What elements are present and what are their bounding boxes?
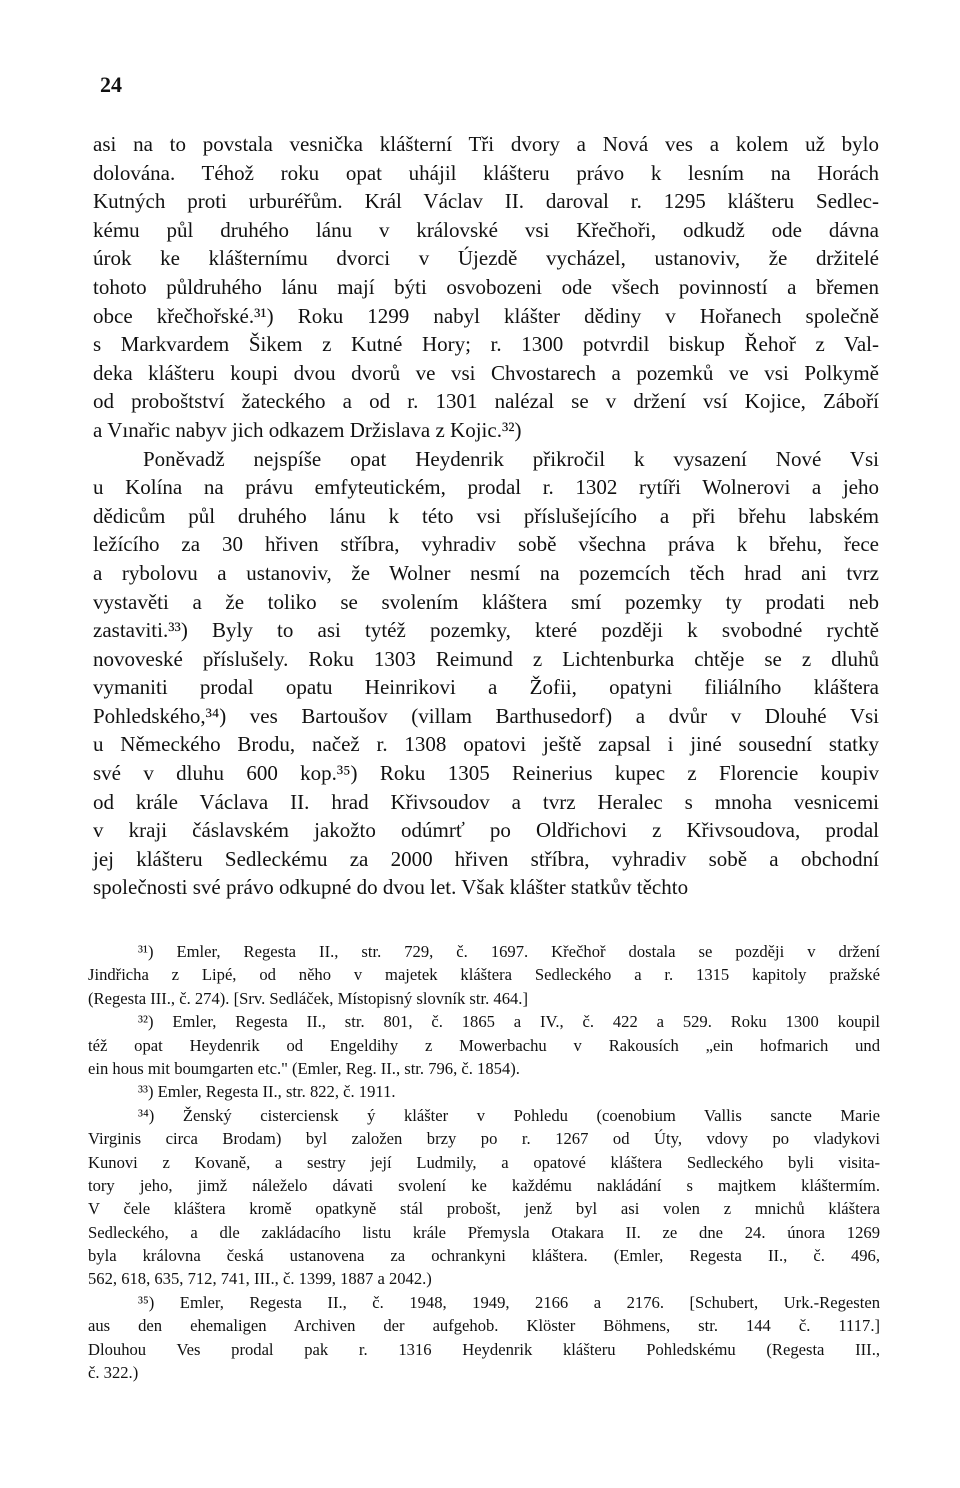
- footnote-line: ³¹) Emler, Regesta II., str. 729, č. 1697. Křečhoř dostala se později v držení: [138, 942, 880, 961]
- body-line: vystavěti a že toliko se svolením kláštera smí pozemky ty prodati neb: [93, 589, 879, 614]
- body-line: u Německého Brodu, načež r. 1308 opatovi ještě zapsal i jiné sousední statky: [93, 732, 879, 757]
- footnote-line: též opat Heydenrik od Engeldihy z Mowerbachu v Rakousích „ein hofmarich und: [88, 1035, 880, 1055]
- body-line: ležícího za 30 hřiven stříbra, vyhradiv sobě všechna práva k břehu, řece: [93, 532, 879, 557]
- body-line: jej klášteru Sedleckému za 2000 hřiven stříbra, vyhradiv sobě a obchodní: [93, 846, 879, 871]
- body-text: [93, 130, 879, 902]
- body-line: u Kolína na právu emfyteutickém, prodal r. 1302 rytíři Wolnerovi a jeho: [93, 475, 879, 500]
- body-line: dědicům půl druhého lánu k této vsi příslušejícího a při břehu labském: [93, 503, 879, 528]
- body-line: deka klášteru koupi dvou dvorů ve vsi Chvostarech a pozemků ve vsi Polkymě: [93, 360, 879, 385]
- body-line: novoveské příslušely. Roku 1303 Reimund z Lichtenburka chtěje se z dluhů: [93, 646, 879, 671]
- page-number: 24: [100, 72, 122, 97]
- body-line: asi na to povstala vesnička klášterní Tři dvory a Nová ves a kolem už bylo: [93, 132, 879, 156]
- footnote-line: Virginis circa Brodam) byl založen brzy po r. 1267 od Úty, vdovy po vladykovi: [88, 1129, 880, 1149]
- footnote-line: tory jeho, jimž náleželo dávati svolení ke každému nakládání s majtkem kláštermím.: [88, 1175, 880, 1195]
- body-line: a Vınařic nabyv jich odkazem Držislava z Kojic.³²): [93, 417, 522, 442]
- body-line: své v dluhu 600 kop.³⁵) Roku 1305 Reinerius kupec z Florencie koupiv: [93, 761, 879, 786]
- footnote-line: ein hous mit boumgarten etc." (Emler, Reg. II., str. 796, č. 1854).: [88, 1058, 520, 1078]
- footnote-line: (Regesta III., č. 274). [Srv. Sedláček, Místopisný slovník str. 464.]: [88, 988, 528, 1008]
- body-line: a rybolovu a ustanoviv, že Wolner nesmí na pozemcích těch hrad ani tvrz: [93, 560, 879, 585]
- footnote-line: ³²) Emler, Regesta II., str. 801, č. 1865 a IV., č. 422 a 529. Roku 1300 koupil: [138, 1012, 880, 1032]
- footnote-line: ³⁴) Ženský cisterciensk ý klášter v Pohledu (coenobium Vallis sancte Marie: [138, 1105, 880, 1125]
- footnote-line: č. 322.): [88, 1363, 139, 1383]
- body-line: s Markvardem Šikem z Kutné Hory; r. 1300 potvrdil biskup Řehoř z Val-: [93, 332, 879, 357]
- body-line: dolována. Téhož roku opat uhájil klášteru právo k lesním na Horách: [93, 160, 879, 185]
- body-line: zastaviti.³³) Byly to asi tytéž pozemky, které později k svobodné rychtě: [93, 618, 879, 643]
- footnote-line: Kunovi z Kovaně, a sestry její Ludmily, a opatové kláštera Sedleckého byli visita-: [88, 1152, 880, 1172]
- footnote-line: ³³) Emler, Regesta II., str. 822, č. 1911.: [138, 1082, 396, 1102]
- body-line: od proboštství žateckého a od r. 1301 nalézal se v držení vsí Kojice, Záboří: [93, 389, 879, 414]
- body-line: společnosti své právo odkupné do dvou let. Však klášter statkův těchto: [93, 875, 689, 900]
- footnote-line: Dlouhou Ves prodal pak r. 1316 Heydenrik klášteru Pohledskému (Regesta III.,: [88, 1339, 880, 1359]
- body-line: kému půl druhého lánu v královské vsi Křečhoři, odkudž ode dávna: [93, 217, 879, 242]
- body-line: v kraji čáslavském jakožto odúmrť po Oldřichovi z Křivsoudova, prodal: [93, 818, 879, 843]
- footnote-line: ³⁵) Emler, Regesta II., č. 1948, 1949, 2166 a 2176. [Schubert, Urk.-Regesten: [138, 1292, 880, 1312]
- footnote-line: V čele kláštera kromě opatkyně stál probošt, jenž byl asi volen z mnichů kláštera: [88, 1199, 880, 1219]
- footnote-line: Jindřicha z Lipé, od něho v majetek kláštera Sedleckého a r. 1315 kapitoly pražské: [88, 965, 880, 985]
- body-line: úrok ke klášternímu dvorci v Újezdě vycházel, ustanoviv, že držitelé: [93, 246, 879, 271]
- body-line: Pohledského,³⁴) ves Bartoušov (villam Barthusedorf) a dvůr v Dlouhé Vsi: [93, 703, 879, 728]
- footnote-line: aus den ehemaligen Archiven der aufgehob. Klöster Böhmens, str. 144 č. 1117.]: [88, 1316, 880, 1336]
- body-line: Poněvadž nejspíše opat Heydenrik přikročil k vysazení Nové Vsi: [143, 446, 879, 471]
- footnotes: [88, 940, 880, 1384]
- body-line: vymaniti prodal opatu Heinrikovi a Žofii, opatyni filiálního kláštera: [93, 675, 879, 700]
- footnote-line: 562, 618, 635, 712, 741, III., č. 1399, 1887 a 2042.): [88, 1269, 432, 1289]
- body-line: od krále Václava II. hrad Křivsoudov a tvrz Heralec s mnoha vesnicemi: [93, 789, 879, 814]
- footnote-line: byla královna česká ustanovena za ochrankyni kláštera. (Emler, Regesta II., č. 496,: [88, 1246, 880, 1266]
- body-line: tohoto půldruhého lánu mají býti osvobozeni ode všech povinností a břemen: [93, 274, 879, 299]
- body-line: Kutných proti urburéřům. Král Václav II. daroval r. 1295 klášteru Sedlec-: [93, 189, 879, 214]
- body-line: obce křečhořské.³¹) Roku 1299 nabyl klášter dědiny v Hořanech společně: [93, 303, 879, 328]
- footnote-line: Sedleckého, a dle zakládacího listu krále Přemysla Otakara II. ze dne 24. února 1269: [88, 1222, 880, 1242]
